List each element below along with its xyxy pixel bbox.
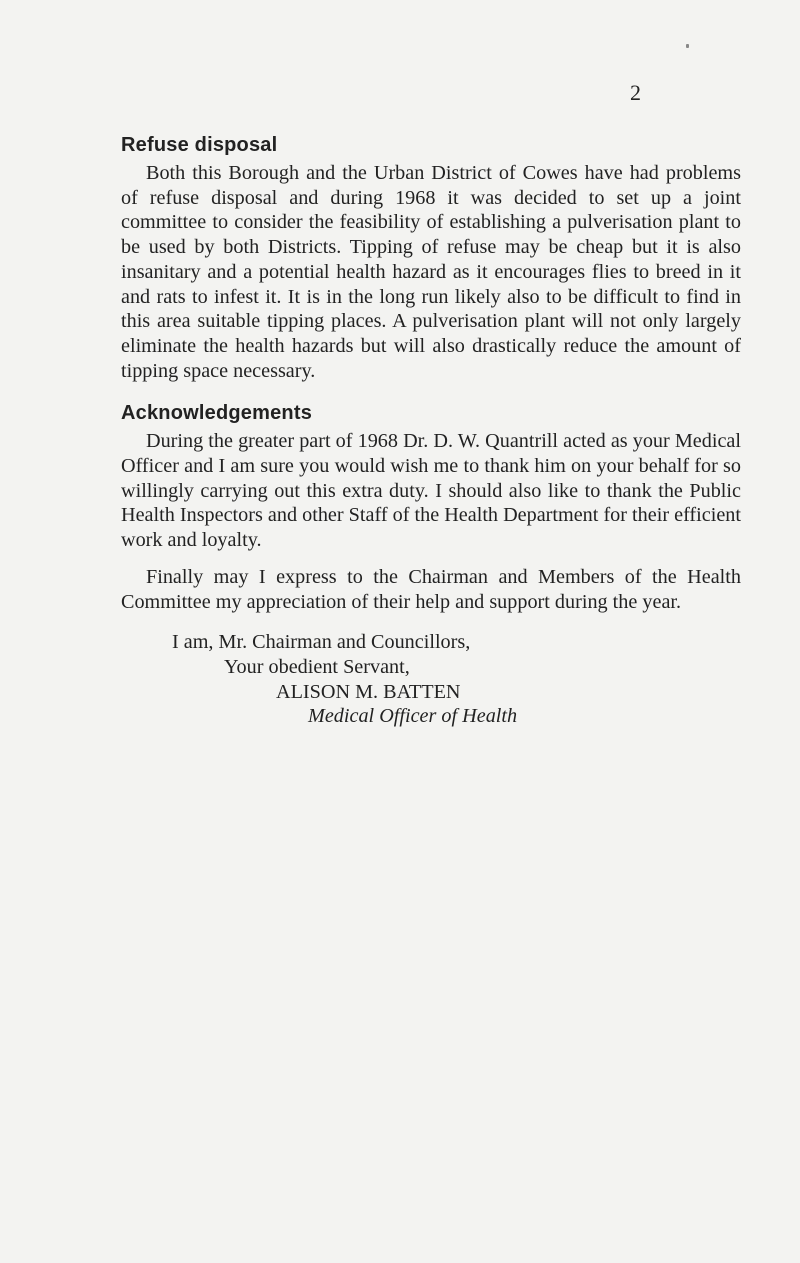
- section-heading: Acknowledgements: [121, 402, 313, 425]
- section-refuse-disposal: [121, 134, 741, 383]
- section-heading: Refuse disposal: [121, 134, 278, 156]
- paragraph: Both this Borough and the Urban District of Cowes have had problems of refuse disposal and during 1968 it was decided to set up a joint committee to consider the feasibility of establishing a pulverisation plant to be used by both Districts. Tipping of refuse may be cheap but it is also insanitary and a potential health hazard as it encourages flies to breed in it and rats to infest it. It is in the long run likely also to be difficult to find in this area suitable tipping places. A pulverisation plant will not only largely eliminate the health hazards but will also drastically reduce the amount of tipping space necessary.: [121, 162, 741, 382]
- signatory-title: Medical Officer of Health: [308, 705, 518, 728]
- section-acknowledgements: [121, 402, 741, 614]
- salutation: I am, Mr. Chairman and Councillors,: [172, 631, 471, 654]
- paragraph: Finally may I express to the Chairman and Members of the Health Committee my appreciation of their help and support during the year.: [121, 565, 741, 613]
- closing: Your obedient Servant,: [224, 655, 410, 678]
- signoff: [121, 630, 741, 729]
- signatory-name: ALISON M. BATTEN: [276, 680, 461, 703]
- ink-speck: [686, 44, 689, 48]
- paragraph: During the greater part of 1968 Dr. D. W. Quantrill acted as your Medical Officer and I am sure you would wish me to thank him on your behalf for so willingly carrying out this extra duty. I should also like to thank the Public Health Inspectors and other Staff of the Health Department for their efficient work and loyalty.: [121, 430, 741, 552]
- letter-body: [121, 134, 741, 729]
- page-number: 2: [630, 80, 641, 105]
